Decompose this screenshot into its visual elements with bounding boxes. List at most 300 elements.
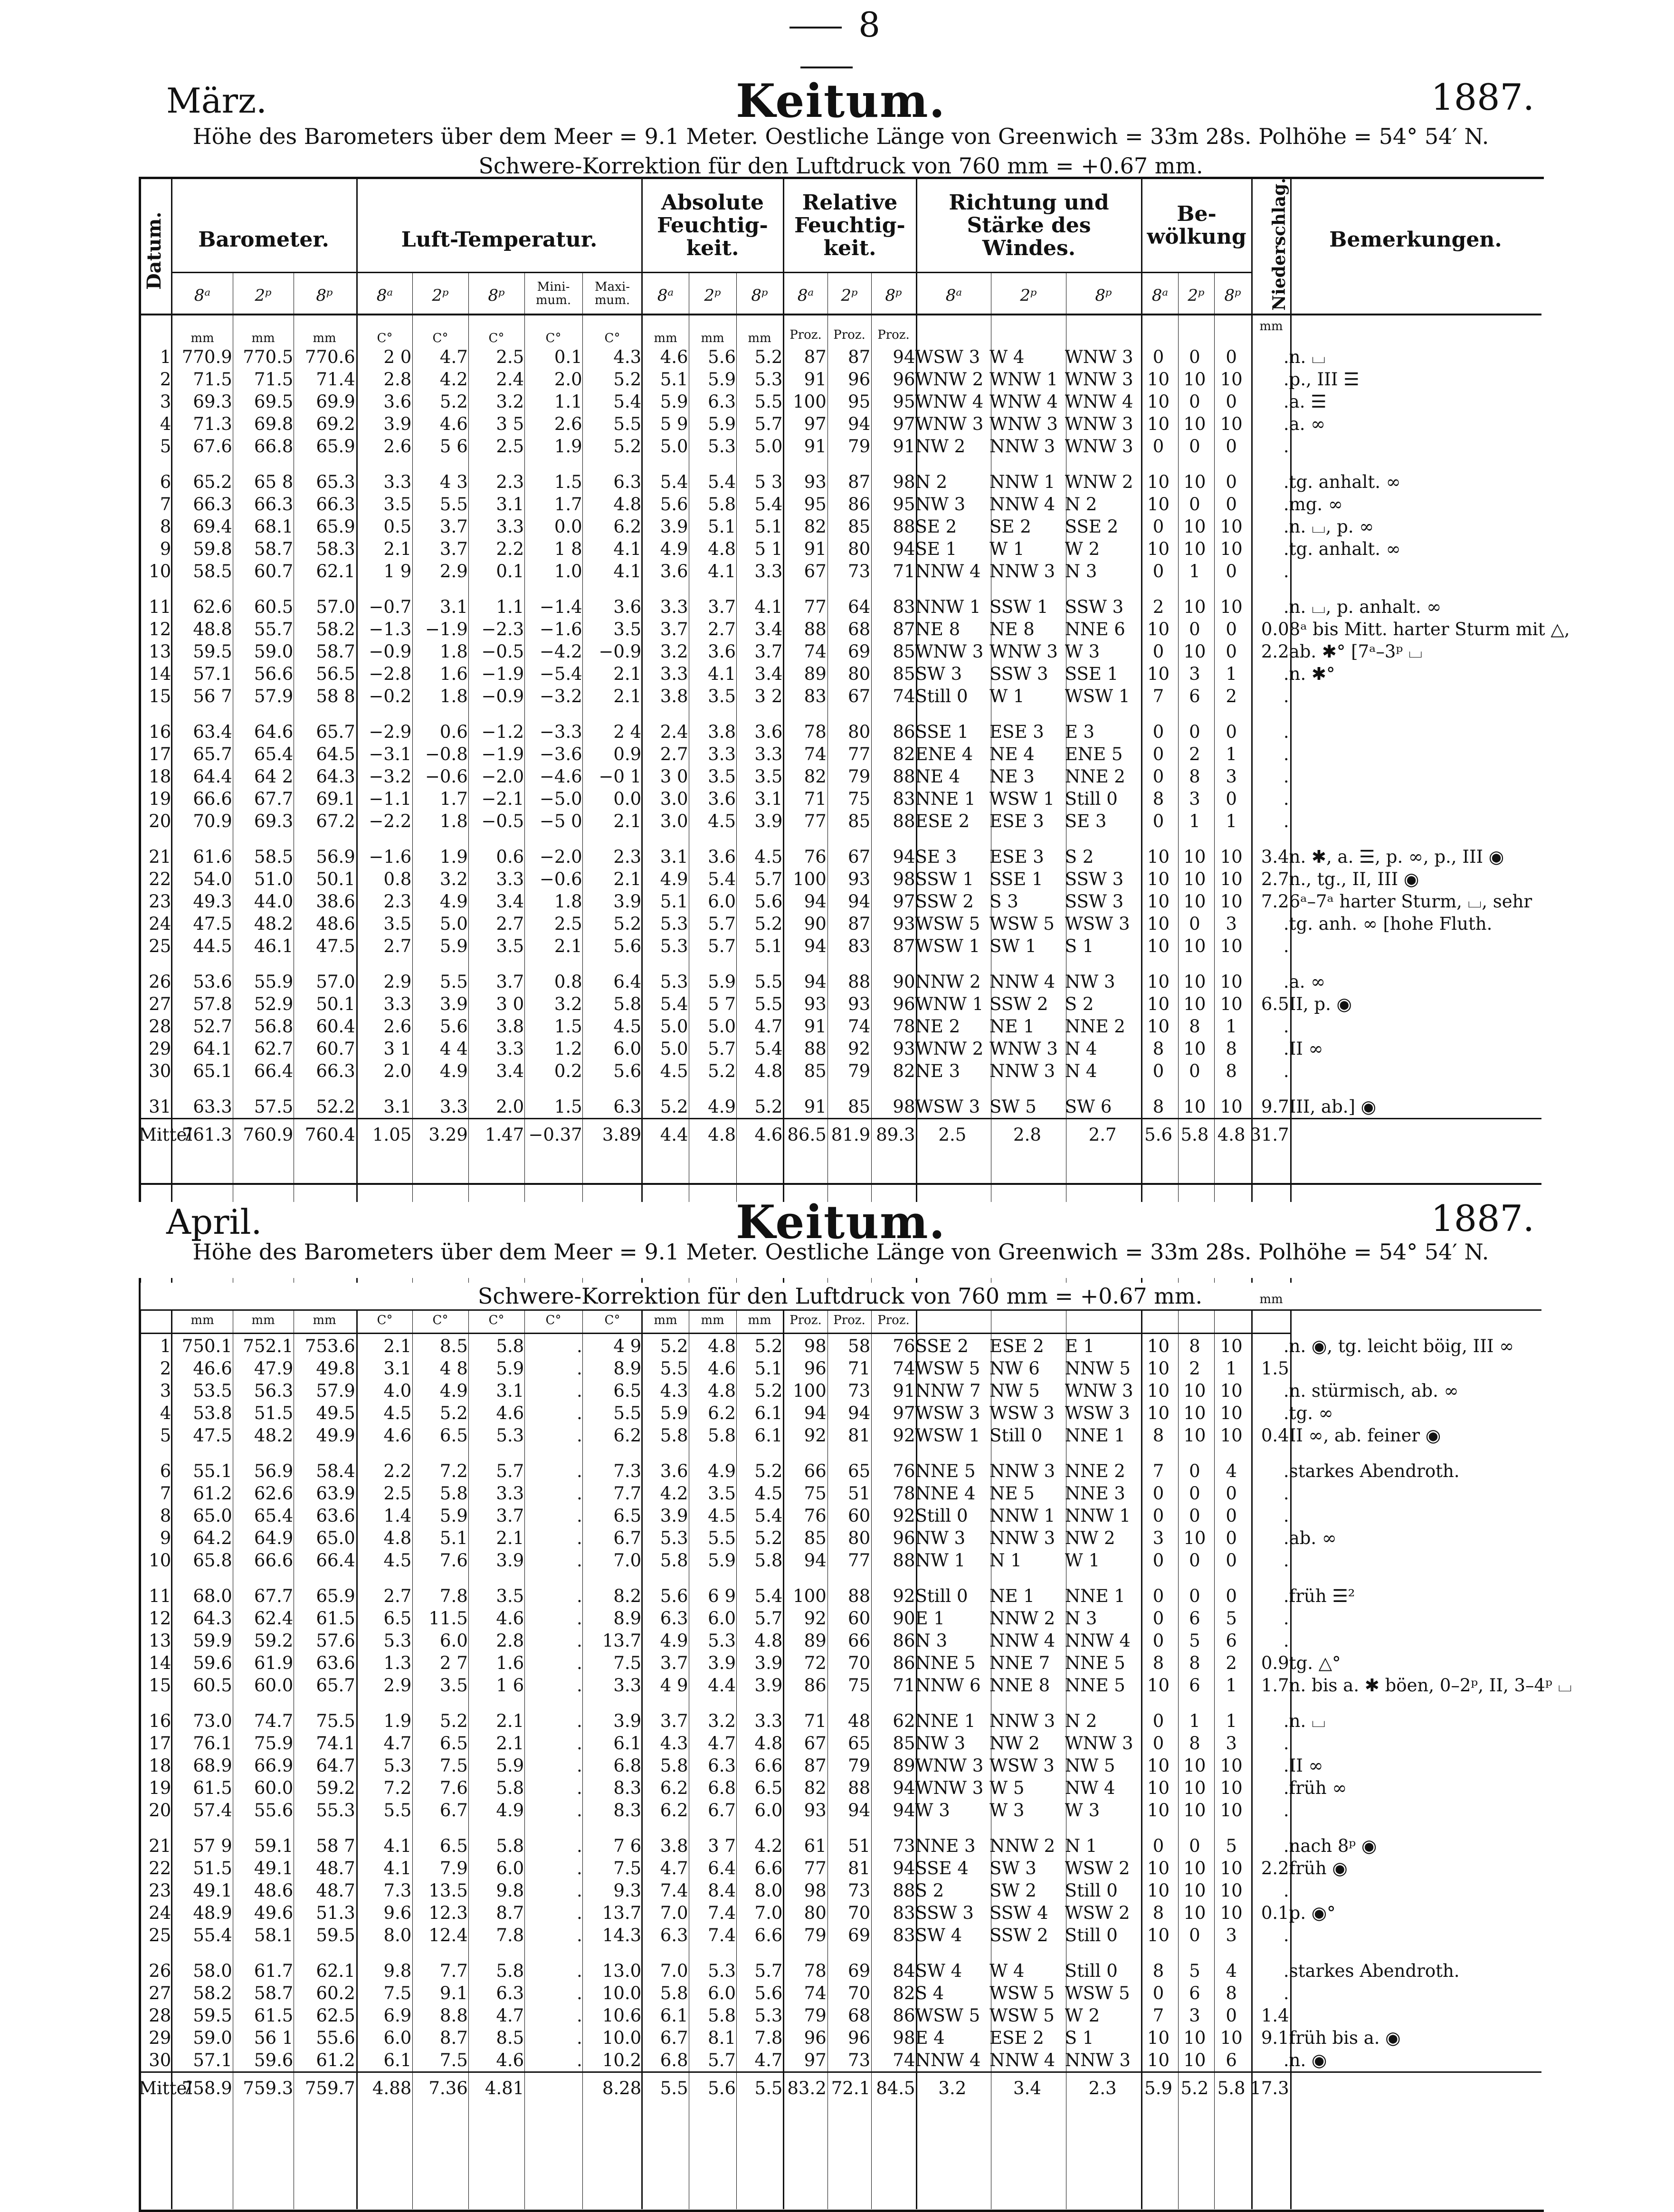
cell-wind-2p: SSE 1 xyxy=(989,869,1043,889)
cell-temp-8p: 3.3 xyxy=(496,869,524,889)
cell-baro-8p: 50.1 xyxy=(316,869,355,889)
cell-abs-8a: 7.0 xyxy=(660,1961,688,1981)
sub-rel-8a: 8ᵃ xyxy=(797,286,814,305)
mean-rel-2p: 81.9 xyxy=(827,1119,870,1150)
cell-temp-8p: 2.8 xyxy=(496,1630,524,1651)
cell-temp-max: 6.2 xyxy=(613,1425,642,1446)
cell-temp-8a: 1.9 xyxy=(383,1711,412,1731)
cell-cloud-8a: 0 xyxy=(1152,811,1164,831)
cell-cloud-8p: 3 xyxy=(1226,914,1237,934)
cell-remark: II, p. ◉ xyxy=(1289,994,1352,1014)
cell-remark: III, ab.] ◉ xyxy=(1289,1096,1377,1117)
cell-cloud-8a: 0 xyxy=(1152,1550,1164,1571)
cell-baro-2p: 46.1 xyxy=(254,936,294,956)
cell-rain: 6.5 xyxy=(1261,994,1289,1014)
cell-wind-8a: NW 3 xyxy=(915,1733,966,1754)
cell-abs-2p: 5.7 xyxy=(708,2050,736,2070)
cell-rel-2p: 79 xyxy=(848,1755,871,1776)
cell-cloud-8p: 1 xyxy=(1226,1675,1237,1696)
cell-temp-min: . xyxy=(576,1608,582,1629)
cell-temp-8a: 2.9 xyxy=(383,972,412,992)
cell-temp-max: 6.0 xyxy=(613,1039,642,1059)
cell-temp-2p: 1.8 xyxy=(439,641,468,662)
cell-abs-2p: 5.3 xyxy=(708,436,736,457)
cell-temp-max: 9.3 xyxy=(613,1880,642,1901)
cell-temp-8a: −0.9 xyxy=(369,641,412,662)
cell-wind-8a: N 3 xyxy=(915,1630,948,1651)
table-row xyxy=(139,1902,1541,1924)
cell-day: 24 xyxy=(149,1903,171,1923)
cell-baro-8a: 49.1 xyxy=(193,1880,232,1901)
cell-baro-8p: 58.7 xyxy=(316,641,355,662)
row-gap xyxy=(139,1082,1541,1096)
cell-temp-min: . xyxy=(576,1630,582,1651)
cell-rel-8p: 98 xyxy=(893,472,915,492)
cell-rel-8a: 95 xyxy=(804,494,827,515)
mean-cloud-8p: 5.8 xyxy=(1213,2072,1250,2104)
cell-temp-max: 8.2 xyxy=(613,1586,642,1606)
cell-cloud-2p: 10 xyxy=(1183,936,1206,956)
cell-wind-8p: NNE 2 xyxy=(1065,1016,1125,1037)
cell-temp-8p: 5.8 xyxy=(496,1778,524,1798)
cell-baro-8a: 770.9 xyxy=(181,347,232,367)
cell-abs-2p: 8.1 xyxy=(708,2028,736,2048)
cell-remark: früh ◉ xyxy=(1289,1858,1348,1878)
cell-wind-2p: WSW 3 xyxy=(989,1755,1055,1776)
cell-cloud-8a: 10 xyxy=(1147,1755,1170,1776)
cell-wind-8a: Still 0 xyxy=(915,1506,968,1526)
cell-day: 21 xyxy=(149,1836,171,1856)
cell-rel-8a: 71 xyxy=(804,1711,827,1731)
section-divider xyxy=(139,1183,1541,1185)
cell-cloud-8a: 3 xyxy=(1152,1528,1164,1548)
cell-baro-2p: 75.9 xyxy=(254,1733,294,1754)
cell-baro-2p: 64 2 xyxy=(254,766,294,787)
cell-temp-8p: −2.1 xyxy=(481,789,524,809)
cell-rel-8p: 82 xyxy=(893,1061,915,1081)
cell-baro-8a: 53.8 xyxy=(193,1403,232,1423)
cell-wind-2p: NE 1 xyxy=(989,1586,1035,1606)
cell-temp-max: 6.5 xyxy=(613,1381,642,1401)
cell-abs-8a: 4.9 xyxy=(660,539,688,559)
cell-baro-8p: 63.6 xyxy=(316,1506,355,1526)
cell-cloud-8a: 10 xyxy=(1147,664,1170,684)
cell-cloud-8a: 0 xyxy=(1152,516,1164,537)
cell-cloud-2p: 10 xyxy=(1183,994,1206,1014)
cell-baro-8p: 50.1 xyxy=(316,994,355,1014)
cell-cloud-2p: 0 xyxy=(1189,1506,1200,1526)
unit: C° xyxy=(432,331,448,345)
cell-wind-8p: N 4 xyxy=(1065,1039,1097,1059)
cell-baro-8a: 57.1 xyxy=(193,664,232,684)
cell-temp-max: 6.5 xyxy=(613,1506,642,1526)
cell-wind-2p: ESE 3 xyxy=(989,811,1044,831)
cell-temp-max: 3.3 xyxy=(613,1675,642,1696)
cell-abs-8a: 5.9 xyxy=(660,391,688,412)
sub-baro-8p: 8ᵖ xyxy=(316,286,333,305)
cell-baro-8a: 51.5 xyxy=(193,1858,232,1878)
cell-cloud-2p: 10 xyxy=(1183,539,1206,559)
cell-abs-8p: 5.1 xyxy=(754,936,783,956)
cell-temp-8p: 2.5 xyxy=(496,436,524,457)
mean-remark xyxy=(1289,2072,1541,2104)
cell-rel-8a: 71 xyxy=(804,789,827,809)
cell-cloud-8p: 5 xyxy=(1226,1608,1237,1629)
cell-rain: . xyxy=(1283,1461,1289,1481)
cell-rel-8a: 94 xyxy=(804,936,827,956)
table-row xyxy=(139,868,1541,890)
cell-abs-8p: 3.4 xyxy=(754,664,783,684)
cell-cloud-8a: 8 xyxy=(1152,1039,1164,1059)
cell-cloud-8p: 4 xyxy=(1226,1961,1237,1981)
cell-abs-2p: 3.6 xyxy=(708,847,736,867)
cell-baro-2p: 69.5 xyxy=(254,391,294,412)
cell-rain: . xyxy=(1283,1039,1289,1059)
cell-rain: . xyxy=(1283,1506,1289,1526)
cell-baro-8a: 66.6 xyxy=(193,789,232,809)
cell-baro-2p: 48.2 xyxy=(254,914,294,934)
cell-temp-8p: −0.5 xyxy=(481,811,524,831)
sub-baro-2p: 2ᵖ xyxy=(255,286,272,305)
cell-baro-2p: 56.9 xyxy=(254,1461,294,1481)
cell-wind-2p: NNW 1 xyxy=(989,1506,1056,1526)
cell-remark: starkes Abendroth. xyxy=(1289,1461,1460,1481)
cell-temp-min: −4.6 xyxy=(539,766,582,787)
cell-abs-8p: 5.6 xyxy=(754,891,783,912)
row-gap xyxy=(139,1572,1541,1585)
cell-temp-max: 5.5 xyxy=(613,1403,642,1423)
cell-remark: n., tg., II, III ◉ xyxy=(1289,869,1419,889)
cell-temp-2p: 6.5 xyxy=(439,1733,468,1754)
cell-rel-2p: 69 xyxy=(848,641,871,662)
cell-baro-8p: 49.9 xyxy=(316,1425,355,1446)
cell-wind-8p: NNE 6 xyxy=(1065,619,1125,639)
cell-temp-min: . xyxy=(576,1836,582,1856)
table-row xyxy=(139,1549,1541,1572)
cell-wind-8a: SW 4 xyxy=(915,1961,962,1981)
cell-temp-min: . xyxy=(576,1381,582,1401)
mean-wind-8a: 2.5 xyxy=(915,1119,990,1150)
cell-rel-2p: 94 xyxy=(848,891,871,912)
cell-temp-2p: 5 6 xyxy=(439,436,468,457)
cell-wind-2p: NE 8 xyxy=(989,619,1035,639)
cell-rain: 7.2 xyxy=(1261,891,1289,912)
cell-temp-max: 3.9 xyxy=(613,1711,642,1731)
cell-baro-8p: 71.4 xyxy=(316,369,355,390)
cell-baro-8a: 57.8 xyxy=(193,994,232,1014)
cell-abs-8p: 5.8 xyxy=(754,1550,783,1571)
cell-wind-8p: WSW 5 xyxy=(1065,1983,1130,2003)
cell-day: 7 xyxy=(160,1483,171,1504)
cell-cloud-8a: 0 xyxy=(1152,561,1164,582)
cell-wind-8a: WNW 3 xyxy=(915,414,984,434)
cell-temp-max: 8.9 xyxy=(613,1608,642,1629)
cell-baro-2p: 57.9 xyxy=(254,686,294,706)
cell-rain: . xyxy=(1283,744,1289,764)
mean-baro-8a: 761.3 xyxy=(171,1119,232,1150)
cell-rel-8a: 77 xyxy=(804,597,827,617)
cell-temp-2p: −1.9 xyxy=(425,619,468,639)
table-row xyxy=(139,515,1541,538)
cell-temp-8a: 4.5 xyxy=(383,1550,412,1571)
cell-wind-8p: SSW 3 xyxy=(1065,869,1124,889)
cell-baro-8a: 57.4 xyxy=(193,1800,232,1821)
cell-rain: 0.1 xyxy=(1261,1903,1289,1923)
cell-temp-2p: 7.7 xyxy=(439,1961,468,1981)
cell-temp-min: 0.0 xyxy=(554,516,582,537)
cell-day: 26 xyxy=(149,972,171,992)
cell-wind-2p: WSW 5 xyxy=(989,1983,1055,2003)
cell-temp-min: . xyxy=(576,2005,582,2026)
cell-day: 10 xyxy=(149,1550,171,1571)
cell-temp-8p: −1.2 xyxy=(481,722,524,742)
cell-wind-8p: S 1 xyxy=(1065,936,1094,956)
cell-wind-8p: WNW 3 xyxy=(1065,436,1133,457)
maerz-table xyxy=(139,346,1570,1150)
cell-cloud-8a: 10 xyxy=(1147,619,1170,639)
cell-abs-8p: 6.1 xyxy=(754,1425,783,1446)
cell-rel-8p: 92 xyxy=(893,1506,915,1526)
col-datum: Datum. xyxy=(143,211,165,290)
cell-baro-2p: 74.7 xyxy=(254,1711,294,1731)
cell-wind-8p: E 3 xyxy=(1065,722,1095,742)
cell-rel-8p: 98 xyxy=(893,2028,915,2048)
cell-cloud-8a: 10 xyxy=(1147,1358,1170,1379)
cell-baro-8p: 59.5 xyxy=(316,1925,355,1945)
cell-abs-8a: 5.6 xyxy=(660,1586,688,1606)
cell-baro-8a: 70.9 xyxy=(193,811,232,831)
cell-temp-2p: 3.9 xyxy=(439,994,468,1014)
cell-rel-2p: 80 xyxy=(848,539,871,559)
cell-temp-8a: 2 0 xyxy=(383,347,412,367)
cell-wind-8p: SSE 1 xyxy=(1065,664,1119,684)
cell-wind-8a: NE 4 xyxy=(915,766,961,787)
cell-temp-max: 14.3 xyxy=(602,1925,642,1945)
mean-abs-8a: 5.5 xyxy=(641,2072,688,2104)
cell-temp-2p: 7.9 xyxy=(439,1858,468,1878)
cell-wind-8a: N 2 xyxy=(915,472,948,492)
cell-baro-8a: 71.5 xyxy=(193,369,232,390)
cell-rel-8p: 85 xyxy=(893,1733,915,1754)
cell-temp-max: 6.1 xyxy=(613,1733,642,1754)
cell-baro-8a: 64.4 xyxy=(193,766,232,787)
cell-rel-8a: 77 xyxy=(804,1858,827,1878)
cell-rel-8p: 88 xyxy=(893,516,915,537)
cell-rain: . xyxy=(1283,494,1289,515)
cell-temp-min: −0.6 xyxy=(539,869,582,889)
cell-baro-8p: 64.5 xyxy=(316,744,355,764)
cell-temp-max: 13.0 xyxy=(602,1961,642,1981)
cell-remark: früh ∞ xyxy=(1289,1778,1347,1798)
cell-rel-8p: 78 xyxy=(893,1016,915,1037)
sub-rel-2p: 2ᵖ xyxy=(841,286,858,305)
cell-rain: . xyxy=(1283,539,1289,559)
cell-rel-8a: 94 xyxy=(804,972,827,992)
cell-abs-8a: 7.4 xyxy=(660,1880,688,1901)
cell-rel-2p: 92 xyxy=(848,1039,871,1059)
cell-remark xyxy=(1289,1607,1541,1630)
cell-temp-8p: 2.0 xyxy=(496,1096,524,1117)
cell-temp-min: . xyxy=(576,1403,582,1423)
cell-temp-8p: 5.3 xyxy=(496,1425,524,1446)
cell-abs-8p: 4.8 xyxy=(754,1061,783,1081)
cell-wind-8p: WNW 3 xyxy=(1065,1381,1133,1401)
col-wind: Richtung und Stärke des Windes. xyxy=(949,191,1109,260)
mean-abs-2p: 5.6 xyxy=(688,2072,736,2104)
cell-temp-min: 2.0 xyxy=(554,369,582,390)
cell-abs-8a: 5.8 xyxy=(660,1983,688,2003)
cell-cloud-8a: 0 xyxy=(1152,1733,1164,1754)
cell-temp-8p: 2.1 xyxy=(496,1733,524,1754)
cell-cloud-8a: 10 xyxy=(1147,1925,1170,1945)
cell-wind-2p: WSW 5 xyxy=(989,914,1055,934)
cell-remark xyxy=(1289,1549,1541,1572)
cell-baro-8p: 57.6 xyxy=(316,1630,355,1651)
mean-temp-8p: 1.47 xyxy=(468,1119,524,1150)
cell-abs-8p: 6.1 xyxy=(754,1403,783,1423)
cell-cloud-2p: 0 xyxy=(1189,1586,1200,1606)
cell-rel-2p: 70 xyxy=(848,1983,871,2003)
cell-temp-max: 3.5 xyxy=(613,619,642,639)
cell-temp-max: 2.1 xyxy=(613,811,642,831)
cell-wind-8a: NW 2 xyxy=(915,436,966,457)
cell-cloud-2p: 0 xyxy=(1189,914,1200,934)
cell-baro-8p: 770.6 xyxy=(304,347,355,367)
cell-rel-2p: 65 xyxy=(848,1733,871,1754)
unit: C° xyxy=(488,1313,504,1327)
cell-day: 16 xyxy=(149,1711,171,1731)
cell-rel-8p: 83 xyxy=(893,1925,915,1945)
cell-cloud-2p: 10 xyxy=(1183,1880,1206,1901)
cell-abs-8p: 3.3 xyxy=(754,561,783,582)
cell-baro-8a: 58.0 xyxy=(193,1961,232,1981)
cell-temp-8p: 5.8 xyxy=(496,1836,524,1856)
row-gap xyxy=(139,707,1541,721)
cell-day: 18 xyxy=(149,766,171,787)
cell-cloud-8a: 10 xyxy=(1147,914,1170,934)
cell-temp-2p: 4.9 xyxy=(439,1061,468,1081)
cell-wind-8p: S 2 xyxy=(1065,847,1094,867)
cell-baro-2p: 57.5 xyxy=(254,1096,294,1117)
cell-cloud-2p: 10 xyxy=(1183,869,1206,889)
cell-cloud-8a: 7 xyxy=(1152,1461,1164,1481)
cell-temp-max: 4.1 xyxy=(613,561,642,582)
cell-temp-8p: 1.1 xyxy=(496,597,524,617)
cell-day: 15 xyxy=(149,686,171,706)
cell-baro-8p: 61.5 xyxy=(316,1608,355,1629)
mean-temp-max: 8.28 xyxy=(582,2072,642,2104)
cell-temp-2p: 1.8 xyxy=(439,811,468,831)
cell-temp-2p: 5.2 xyxy=(439,391,468,412)
cell-temp-2p: 5.9 xyxy=(439,936,468,956)
cell-wind-8p: Still 0 xyxy=(1065,1880,1118,1901)
cell-remark: n. ✱° xyxy=(1289,664,1335,684)
cell-wind-8p: SSW 3 xyxy=(1065,891,1124,912)
cell-baro-8p: 69.2 xyxy=(316,414,355,434)
cell-rel-8p: 76 xyxy=(893,1461,915,1481)
cell-baro-8a: 57 9 xyxy=(193,1836,232,1856)
cell-remark xyxy=(1289,1060,1541,1082)
cell-rel-8p: 93 xyxy=(893,1039,915,1059)
cell-temp-8a: 4.7 xyxy=(383,1733,412,1754)
cell-wind-2p: WSW 5 xyxy=(989,2005,1055,2026)
cell-cloud-2p: 10 xyxy=(1183,1778,1206,1798)
cell-baro-2p: 48.2 xyxy=(254,1425,294,1446)
cell-temp-8p: 5.7 xyxy=(496,1461,524,1481)
mean-rel-8a: 86.5 xyxy=(782,1119,826,1150)
cell-day: 19 xyxy=(149,789,171,809)
cell-temp-max: 10.6 xyxy=(602,2005,642,2026)
cell-rain: 3.4 xyxy=(1261,847,1289,867)
cell-cloud-8a: 10 xyxy=(1147,494,1170,515)
cell-rel-8a: 72 xyxy=(804,1653,827,1673)
cell-rel-2p: 94 xyxy=(848,1800,871,1821)
cell-rel-8a: 74 xyxy=(804,744,827,764)
cell-wind-2p: NNW 3 xyxy=(989,1461,1056,1481)
cell-abs-8a: 3.6 xyxy=(660,1461,688,1481)
cell-wind-8p: NNE 5 xyxy=(1065,1675,1125,1696)
cell-abs-2p: 3.5 xyxy=(708,766,736,787)
cell-baro-8a: 61.5 xyxy=(193,1778,232,1798)
cell-temp-8p: 4.6 xyxy=(496,1608,524,1629)
cell-temp-8p: 7.8 xyxy=(496,1925,524,1945)
sub-wind-8p: 8ᵖ xyxy=(1095,286,1112,305)
cell-remark xyxy=(1289,1732,1541,1754)
cell-wind-2p: ESE 3 xyxy=(989,722,1044,742)
cell-wind-8p: N 3 xyxy=(1065,1608,1097,1629)
cell-abs-8p: 6.0 xyxy=(754,1800,783,1821)
cell-abs-8p: 5.4 xyxy=(754,1039,783,1059)
cell-wind-8p: NNE 5 xyxy=(1065,1653,1125,1673)
sub-wind-8a: 8ᵃ xyxy=(945,286,962,305)
cell-wind-8p: NNE 1 xyxy=(1065,1586,1125,1606)
cell-wind-2p: SW 3 xyxy=(989,1858,1037,1878)
cell-rel-8p: 83 xyxy=(893,597,915,617)
year-title: 1887. xyxy=(1431,76,1534,118)
cell-abs-2p: 4.8 xyxy=(708,1381,736,1401)
cell-temp-max: 7.5 xyxy=(613,1653,642,1673)
cell-baro-8a: 48.9 xyxy=(193,1903,232,1923)
unit: C° xyxy=(545,331,561,345)
cell-rel-8a: 88 xyxy=(804,1039,827,1059)
cell-temp-2p: 4 4 xyxy=(439,1039,468,1059)
cell-remark: nach 8ᵖ ◉ xyxy=(1289,1836,1377,1856)
cell-wind-8p: WNW 4 xyxy=(1065,391,1133,412)
cell-temp-8a: 4.0 xyxy=(383,1381,412,1401)
cell-wind-8p: NW 2 xyxy=(1065,1528,1115,1548)
cell-abs-8p: 5.3 xyxy=(754,369,783,390)
cell-temp-8a: 0.5 xyxy=(383,516,412,537)
cell-baro-8a: 76.1 xyxy=(193,1733,232,1754)
mean-cloud-8a: 5.9 xyxy=(1140,2072,1176,2104)
cell-baro-8p: 62.5 xyxy=(316,2005,355,2026)
cell-day: 2 xyxy=(160,1358,171,1379)
cell-temp-min: 2.6 xyxy=(554,414,582,434)
cell-rel-8a: 79 xyxy=(804,2005,827,2026)
cell-rel-2p: 68 xyxy=(848,2005,871,2026)
cell-abs-2p: 6.2 xyxy=(708,1403,736,1423)
cell-rel-2p: 95 xyxy=(848,391,871,412)
cell-rain: . xyxy=(1283,664,1289,684)
cell-wind-2p: WSW 1 xyxy=(989,789,1055,809)
cell-temp-min: . xyxy=(576,1858,582,1878)
cell-wind-8a: WNW 3 xyxy=(915,1755,984,1776)
cell-baro-8p: 57.9 xyxy=(316,1381,355,1401)
cell-rel-2p: 77 xyxy=(848,744,871,764)
cell-wind-8p: E 1 xyxy=(1065,1336,1095,1356)
cell-cloud-2p: 0 xyxy=(1189,1061,1200,1081)
cell-baro-8p: 62.1 xyxy=(316,1961,355,1981)
